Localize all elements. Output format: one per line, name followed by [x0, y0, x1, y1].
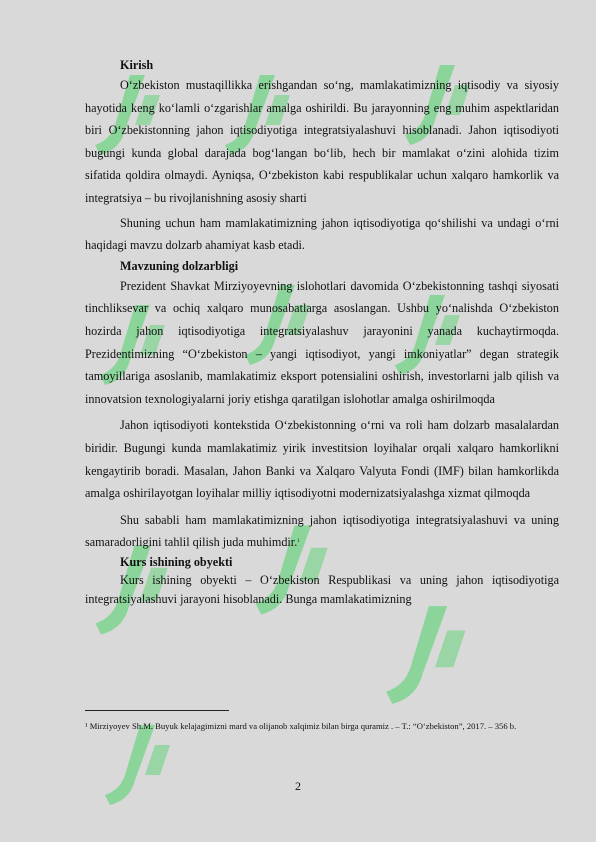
paragraph-relevance-2: Jahon iqtisodiyoti kontekstida O‘zbekistonning o‘rni va roli ham dolzarb masalalardan biridir. Bugungi kunda mamlakatimiz yirik investitsion loyihalar orqali xalqaro hamkorlikni kengaytirib boradi. Masalan, Jahon Banki va Xalqaro Valyuta Fondi (IMF) bilan hamkorlikda amalga oshirilayotgan loyihalar milliy iqtisodiyotni modernizatsiyalashga xizmat qilmoqda	[85, 418, 559, 501]
document-body	[85, 58, 559, 609]
page-number: 2	[295, 779, 301, 793]
paragraph-relevance: Prezident Shavkat Mirziyoyevning islohotlari davomida O‘zbekistonning tashqi siyosati tinchliksevar va ochiq xalqaro munosabatlarga asoslangan. Ushbu yo‘nalishda O‘zbekiston hozirda jahon iqtisodiyotiga integratsiyalashuv jarayonini yanada kuchaytirmoqda. Prezidentimizning “O‘zbekiston – yangi iqtisodiyot, yangi imkoniyatlar” degan strategik tamoyillariga asoslanib, mamlakatimiz eksport potensialini oshirish, investorlarni jalb qilish va innovatsion texnologiyalarni joriy etishga qaratilgan islohotlar amalga oshirilmoqda	[85, 278, 559, 406]
paragraph-intro: O‘zbekiston mustaqillikka erishgandan so‘ng, mamlakatimizning iqtisodiy va siyosiy hayotida keng ko‘lamli o‘zgarishlar amalga oshirildi. Bu jarayonning eng muhim aspektlaridan biri O‘zbekistonning jahon iqtisodiyotiga integratsiyalashuvi hisoblanadi. Jahon iqtisodiyoti bugungi kunda global darajada bog‘langan bo‘lib, hech bir mamlakat o‘zini alohida tizim sifatida qoldira olmaydi. Ayniqsa, O‘zbekiston kabi respublikalar uchun xalqaro hamkorlik va integratsiya – bu rivojlanishning asosiy sharti	[85, 78, 559, 205]
watermark-logo	[100, 720, 190, 810]
footnote-separator	[85, 710, 229, 711]
paragraph-intro-2: Shuning uchun ham mamlakatimizning jahon iqtisodiyotiga qo‘shilishi va undagi o‘rni haqidagi mavzu dolzarb ahamiyat kasb etadi.	[85, 215, 559, 253]
heading-object: Kurs ishining obyekti	[120, 554, 233, 569]
paragraph-relevance-3-text: Shu sababli ham mamlakatimizning jahon iqtisodiyotiga integratsiyalashuvi va uning samaradorligini tahlil qilish juda muhimdir.	[85, 512, 559, 550]
heading-relevance: Mavzuning dolzarbligi	[120, 258, 239, 273]
paragraph-relevance-3	[85, 509, 559, 554]
paragraph-object: Kurs ishining obyekti – O‘zbekiston Respublikasi va uning jahon iqtisodiyotiga integratsiyalashuvi jarayoni hisoblanadi. Bunga mamlakatimizning	[85, 572, 559, 606]
footnote-reference[interactable]: 1	[297, 539, 300, 545]
footnote: ¹ Mirziyoyev Sh.M. Buyuk kelajagimizni mard va olijanob xalqimiz bilan birga quramiz . – T.: “O‘zbekiston”, 2017. – 356 b.	[85, 721, 517, 731]
watermark-logo	[380, 600, 490, 710]
heading-intro: Kirish	[120, 58, 154, 72]
